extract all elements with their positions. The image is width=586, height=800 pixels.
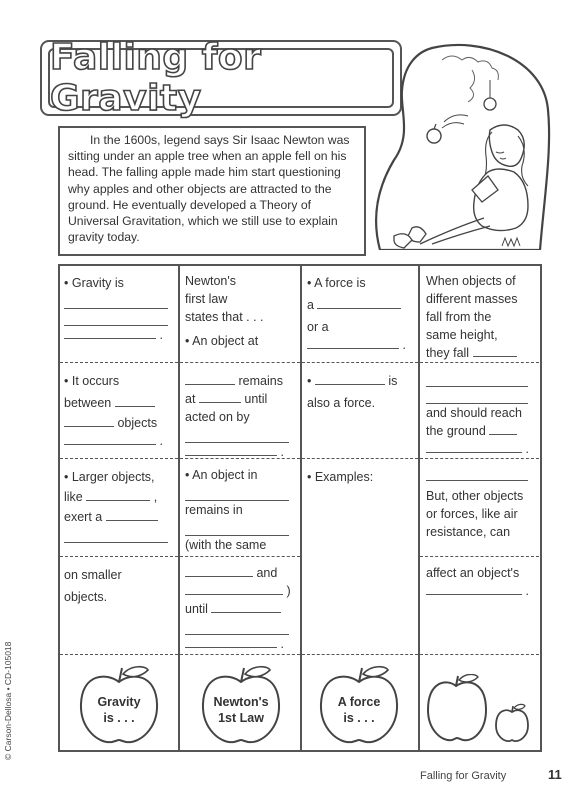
answer-line[interactable]	[115, 395, 155, 407]
apple-force-is	[316, 664, 402, 746]
apple-label-line1: Gravity	[97, 695, 141, 709]
apple-label-line2: is . . .	[103, 711, 135, 725]
but-other-text: But, other objects	[426, 489, 524, 503]
copyright-text: © Carson-Dellosa • CD-105018	[3, 641, 13, 760]
fall-from-text: fall from the	[426, 310, 492, 324]
is-text: is	[388, 374, 398, 388]
newton-illustration	[372, 40, 552, 250]
dashed-divider	[180, 362, 300, 363]
with-same-text: (with the same	[185, 538, 267, 552]
resistance-text: resistance, can	[426, 525, 511, 539]
at-text: at	[185, 392, 196, 406]
two-apples-icon	[426, 674, 536, 744]
cell-affect	[426, 564, 536, 600]
apple-label-line2: is . . .	[343, 711, 375, 725]
also-a-force-text: also a force.	[307, 396, 376, 410]
different-masses-text: different masses	[426, 292, 518, 306]
examples-text: • Examples:	[307, 470, 374, 484]
title-inner-frame	[48, 37, 394, 119]
remains-in-text: remains in	[185, 503, 243, 517]
answer-line-end[interactable]: .	[426, 440, 536, 458]
intro-paragraph: In the 1600s, legend says Sir Isaac Newton was sitting under an apple tree when an apple fell on his head. The falling apple made him start questioning why apples and other objects are attracted to the ground. He eventually developed a Theory of Universal Gravitation, which we still use to explain gravity today.	[68, 133, 350, 245]
title-frame	[40, 37, 402, 119]
or-a-text: or a	[307, 320, 329, 334]
answer-line[interactable]	[426, 370, 528, 387]
column-newtons-law	[180, 266, 302, 750]
larger-objects-text: • Larger objects,	[64, 470, 155, 484]
answer-line[interactable]	[211, 601, 281, 613]
dashed-divider	[180, 458, 300, 459]
apple-label-line2: 1st Law	[218, 711, 264, 725]
apple-gravity-is	[76, 664, 162, 746]
they-fall-text: they fall	[426, 346, 470, 360]
exert-a-text: exert a	[64, 510, 103, 524]
answer-line[interactable]	[317, 297, 401, 309]
apple-label-line1: A force	[337, 695, 381, 709]
object-at-text: • An object at	[185, 334, 259, 348]
cell-and-until: and ) until .	[185, 564, 297, 653]
answer-line[interactable]	[64, 309, 168, 326]
cell-examples	[307, 468, 417, 486]
cell-a-force-is	[307, 274, 417, 354]
cell-when-objects	[426, 272, 536, 362]
dashed-divider	[420, 458, 539, 459]
it-occurs-text: • It occurs	[64, 374, 120, 388]
until-text: until	[244, 392, 268, 406]
between-text: between	[64, 396, 112, 410]
dashed-divider	[302, 654, 418, 655]
answer-line[interactable]	[185, 618, 289, 635]
dashed-divider	[180, 556, 300, 557]
acted-on-by-text: acted on by	[185, 410, 250, 424]
objects-end-text: objects.	[64, 590, 108, 604]
column-falling-objects	[420, 266, 539, 750]
column-force	[302, 266, 420, 750]
affect-text: affect an object's	[426, 566, 520, 580]
answer-line[interactable]	[473, 345, 517, 357]
column-gravity	[60, 266, 180, 750]
dashed-divider	[60, 458, 178, 459]
dashed-divider	[420, 362, 539, 363]
dashed-divider	[60, 654, 178, 655]
apple-label-line1: Newton's	[213, 695, 269, 709]
cell-on-smaller	[64, 566, 176, 606]
answer-line[interactable]	[64, 526, 168, 543]
cell-remains-at	[185, 372, 297, 461]
answer-line[interactable]	[86, 489, 150, 501]
answer-line-end[interactable]: .	[307, 336, 417, 354]
or-forces-text: or forces, like air	[426, 507, 518, 521]
dashed-divider	[302, 362, 418, 363]
answer-line[interactable]	[185, 565, 253, 577]
cell-also-a-force: • is also a force.	[307, 372, 417, 412]
answer-line[interactable]	[185, 373, 235, 385]
answer-line[interactable]	[64, 415, 114, 427]
objects-text: objects	[117, 416, 158, 430]
remains-text: remains	[238, 374, 283, 388]
answer-line[interactable]	[185, 583, 283, 595]
like-text: like	[64, 490, 83, 504]
answer-line[interactable]	[315, 373, 385, 385]
intro-box	[58, 126, 366, 256]
newtons-text: Newton's	[185, 274, 237, 288]
until-text-2: until	[185, 602, 208, 616]
states-that-text: states that . . .	[185, 310, 264, 324]
answer-line[interactable]	[185, 519, 289, 536]
gravity-is-text: • Gravity is	[64, 276, 124, 290]
cell-gravity-is	[64, 274, 176, 344]
the-ground-text: the ground	[426, 424, 486, 438]
answer-line-end[interactable]: .	[426, 582, 536, 600]
and-text: and	[256, 566, 278, 580]
cell-but-other	[426, 464, 536, 541]
answer-line-end[interactable]: .	[185, 443, 297, 461]
when-objects-text: When objects of	[426, 274, 516, 288]
answer-line[interactable]	[199, 391, 241, 403]
answer-line[interactable]	[185, 426, 289, 443]
answer-line[interactable]	[185, 484, 289, 501]
apple-newtons-law	[198, 664, 284, 746]
answer-line[interactable]	[426, 387, 528, 404]
answer-line-end[interactable]: .	[64, 326, 176, 344]
object-in-text: • An object in	[185, 468, 258, 482]
on-smaller-text: on smaller	[64, 568, 122, 582]
dashed-divider	[60, 556, 178, 557]
notes-grid	[58, 264, 542, 752]
answer-line[interactable]	[426, 464, 528, 481]
page-title: Falling for Gravity	[50, 37, 262, 119]
footer-label: Falling for Gravity	[420, 770, 507, 782]
a-text: a	[307, 298, 314, 312]
page-number: 11	[548, 767, 562, 782]
should-reach-text: and should reach	[426, 406, 522, 420]
dashed-divider	[60, 362, 178, 363]
cell-larger-objects: • Larger objects, like , exert a	[64, 468, 176, 543]
dashed-divider	[180, 654, 300, 655]
cell-object-in	[185, 466, 297, 554]
dashed-divider	[302, 458, 418, 459]
cell-should-reach	[426, 370, 536, 458]
dashed-divider	[420, 556, 539, 557]
a-force-is-text: • A force is	[307, 276, 366, 290]
dashed-divider	[420, 654, 539, 655]
answer-line[interactable]	[106, 509, 158, 521]
cell-it-occurs	[64, 372, 176, 450]
answer-line[interactable]	[64, 292, 168, 309]
first-law-text: first law	[185, 292, 228, 306]
answer-line-end[interactable]: .	[64, 432, 176, 450]
answer-line-end[interactable]: .	[185, 635, 297, 653]
answer-line[interactable]	[489, 423, 517, 435]
same-height-text: same height,	[426, 328, 498, 342]
cell-newtons-first-law	[185, 272, 297, 350]
